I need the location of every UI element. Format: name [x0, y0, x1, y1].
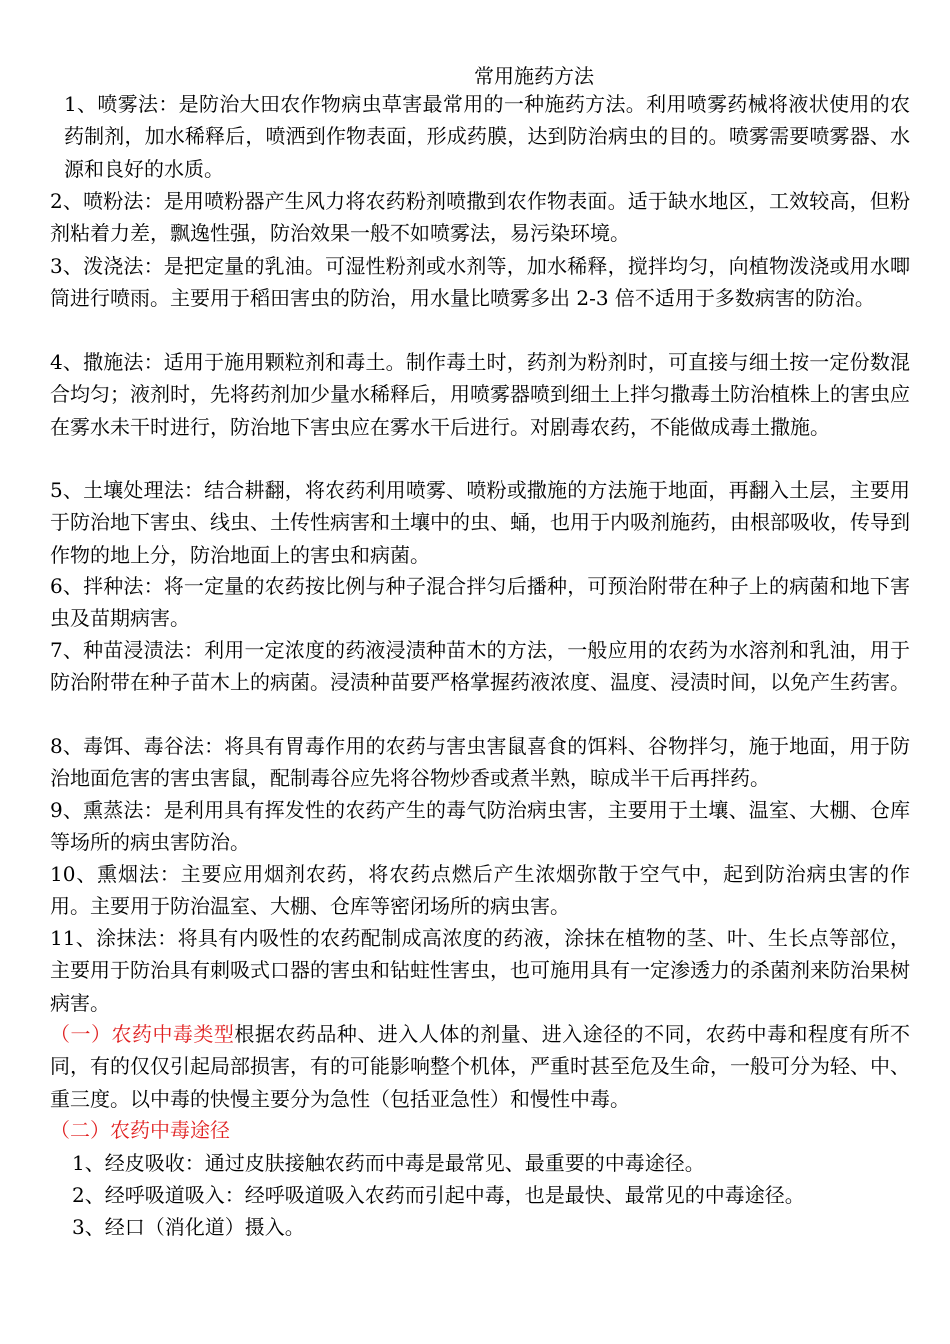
method-pour: 3、泼浇法：是把定量的乳油。可湿性粉剂或水剂等，加水稀释，搅拌均匀，向植物泼浇或用水唧筒进行喷雨。主要用于稻田害虫的防治，用水量比喷雾多出 2-3 倍不适用于多数病害的防治。: [50, 254, 910, 311]
route-respiratory: 2、经呼吸道吸入：经呼吸道吸入农药而引起中毒，也是最快、最常见的中毒途径。: [72, 1183, 805, 1207]
method-spray: 1、喷雾法：是防治大田农作物病虫草害最常用的一种施药方法。利用喷雾药械将液状使用的农药制剂，加水稀释后，喷洒到作物表面，形成药膜，达到防治病虫的目的。喷雾需要喷雾器、水源和良好的水质。: [64, 92, 910, 181]
method-soaking: 7、种苗浸渍法：利用一定浓度的药液浸渍种苗木的方法，一般应用的农药为水溶剂和乳油，用于防治附带在种子苗木上的病菌。浸渍种苗要严格掌握药液浓度、温度、浸渍时间，以免产生药害。: [50, 638, 910, 695]
method-smear: 11、涂抹法：将具有内吸性的农药配制成高浓度的药液，涂抹在植物的茎、叶、生长点等部位，主要用于防治具有刺吸式口器的害虫和钻蛀性害虫，也可施用具有一定渗透力的杀菌剂来防治果树病害。: [50, 926, 910, 1015]
method-smoke: 10、熏烟法：主要应用烟剂农药，将农药点燃后产生浓烟弥散于空气中，起到防治病虫害的作用。主要用于防治温室、大棚、仓库等密闭场所的病虫害。: [50, 862, 910, 919]
route-oral: 3、经口（消化道）摄入。: [72, 1215, 305, 1239]
poisoning-routes-heading: （二）农药中毒途径: [50, 1118, 230, 1142]
method-dust: 2、喷粉法：是用喷粉器产生风力将农药粉剂喷撒到农作物表面。适于缺水地区，工效较高，但粉剂粘着力差，飘逸性强，防治效果一般不如喷雾法，易污染环境。: [50, 189, 910, 246]
method-fumigation: 9、熏蒸法：是利用具有挥发性的农药产生的毒气防治病虫害，主要用于土壤、温室、大棚、仓库等场所的病虫害防治。: [50, 798, 910, 855]
poisoning-types-heading: （一）农药中毒类型: [50, 1022, 235, 1046]
method-bait: 8、毒饵、毒谷法：将具有胃毒作用的农药与害虫害鼠喜食的饵料、谷物拌匀，施于地面，用于防治地面危害的害虫害鼠，配制毒谷应先将谷物炒香或煮半熟，晾成半干后再拌药。: [50, 734, 910, 791]
method-soil: 5、土壤处理法：结合耕翻，将农药利用喷雾、喷粉或撒施的方法施于地面，再翻入土层，主要用于防治地下害虫、线虫、土传性病害和土壤中的虫、蛹，也用于内吸剂施药，由根部吸收，传导到作物的地上分，防治地面上的害虫和病菌。: [50, 478, 910, 567]
route-skin: 1、经皮吸收：通过皮肤接触农药而中毒是最常见、最重要的中毒途径。: [72, 1151, 705, 1175]
method-broadcast: 4、撒施法：适用于施用颗粒剂和毒土。制作毒土时，药剂为粉剂时，可直接与细土按一定份数混合均匀；液剂时，先将药剂加少量水稀释后，用喷雾器喷到细土上拌匀撒毒土防治植株上的害虫应在雾水未干时进行，防治地下害虫应在雾水干后进行。对剧毒农药，不能做成毒土撒施。: [50, 350, 910, 439]
poisoning-types-text: 根据农药品种、进入人体的剂量、进入途径的不同，农药中毒和程度有所不同，有的仅仅引起局部损害，有的可能影响整个机体，严重时甚至危及生命，一般可分为轻、中、重三度。以中毒的快慢主要分为急性（包括亚急性）和慢性中毒。: [50, 1022, 910, 1111]
poisoning-types: [50, 1018, 910, 1115]
method-seed-dressing: 6、拌种法：将一定量的农药按比例与种子混合拌匀后播种，可预治附带在种子上的病菌和地下害虫及苗期病害。: [50, 574, 910, 631]
page-title: 常用施药方法: [474, 64, 594, 88]
